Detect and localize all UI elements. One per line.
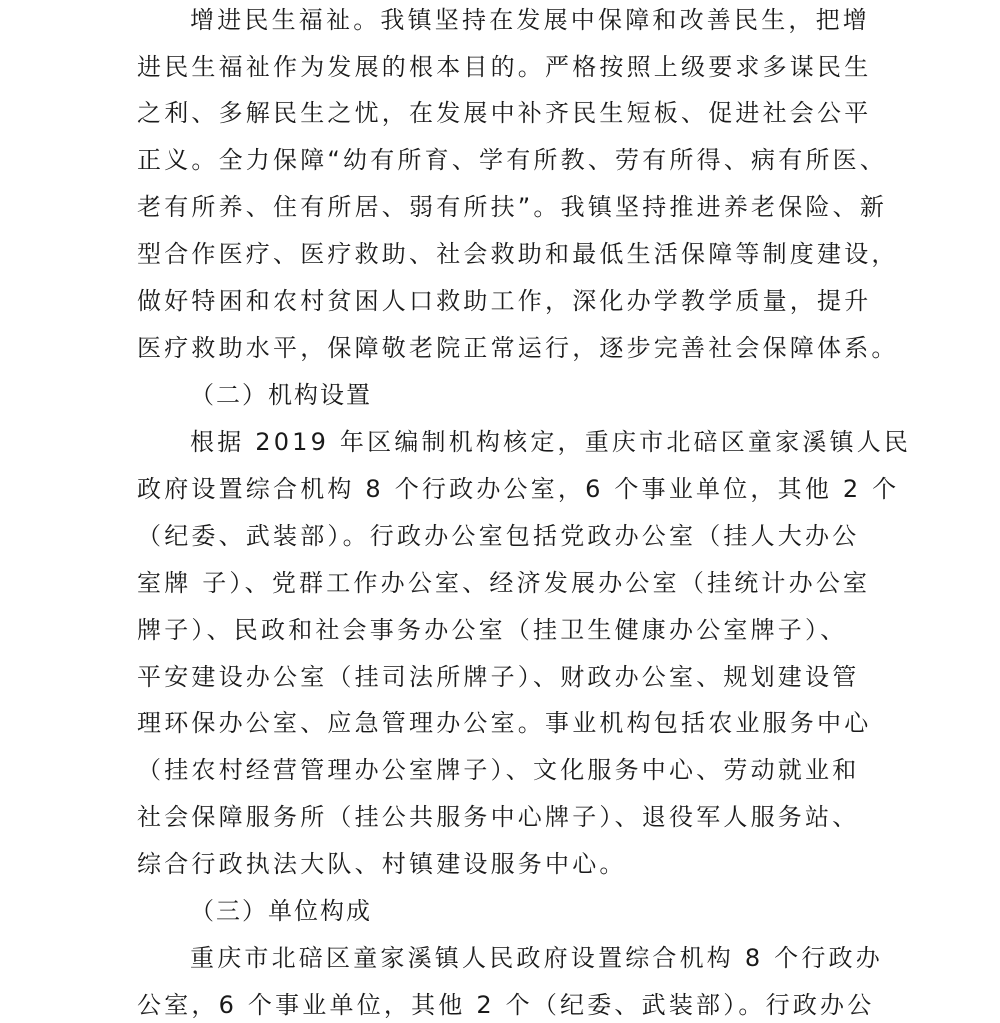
- paragraph-line: 综合行政执法大队、村镇建设服务中心。: [137, 850, 627, 878]
- paragraph-line: （挂农村经营管理办公室牌子）、文化服务中心、劳动就业和: [137, 756, 860, 784]
- paragraph-line: 做好特困和农村贫困人口救助工作，深化办学教学质量，提升: [137, 287, 872, 315]
- paragraph-line: 正义。全力保障“幼有所育、学有所教、劳有所得、病有所医、: [137, 146, 888, 174]
- paragraph-line: 型合作医疗、医疗救助、社会救助和最低生活保障等制度建设，: [137, 240, 899, 268]
- paragraph-line: 老有所养、住有所居、弱有所扶”。我镇坚持推进养老保险、新: [137, 193, 888, 221]
- paragraph-line: 根据 2019 年区编制机构核定，重庆市北碚区童家溪镇人民: [190, 428, 912, 456]
- paragraph-line: 重庆市北碚区童家溪镇人民政府设置综合机构 8 个行政办: [190, 944, 883, 972]
- paragraph-line: （纪委、武装部）。行政办公室包括党政办公室（挂人大办公: [137, 522, 860, 550]
- paragraph-line: 医疗救助水平，保障敬老院正常运行，逐步完善社会保障体系。: [137, 334, 899, 362]
- section-heading: （三）单位构成: [190, 897, 372, 925]
- paragraph-line: 牌子）、民政和社会事务办公室（挂卫生健康办公室牌子）、: [137, 616, 848, 644]
- paragraph-line: 增进民生福祉。我镇坚持在发展中保障和改善民生，把增: [190, 6, 870, 34]
- paragraph-line: 之利、多解民生之忧，在发展中补齐民生短板、促进社会公平: [137, 99, 872, 127]
- paragraph-line: 平安建设办公室（挂司法所牌子）、财政办公室、规划建设管: [137, 663, 860, 691]
- paragraph-line: 政府设置综合机构 8 个行政办公室，6 个事业单位，其他 2 个: [137, 475, 900, 503]
- paragraph-line: 社会保障服务所（挂公共服务中心牌子）、退役军人服务站、: [137, 803, 860, 831]
- paragraph-line: 室牌 子）、党群工作办公室、经济发展办公室（挂统计办公室: [137, 569, 871, 597]
- paragraph-line: 进民生福祉作为发展的根本目的。严格按照上级要求多谋民生: [137, 53, 872, 81]
- paragraph-line: 公室，6 个事业单位，其他 2 个（纪委、武装部）。行政办公: [137, 991, 875, 1019]
- paragraph-line: 理环保办公室、应急管理办公室。事业机构包括农业服务中心: [137, 709, 872, 737]
- section-heading: （二）机构设置: [190, 381, 372, 409]
